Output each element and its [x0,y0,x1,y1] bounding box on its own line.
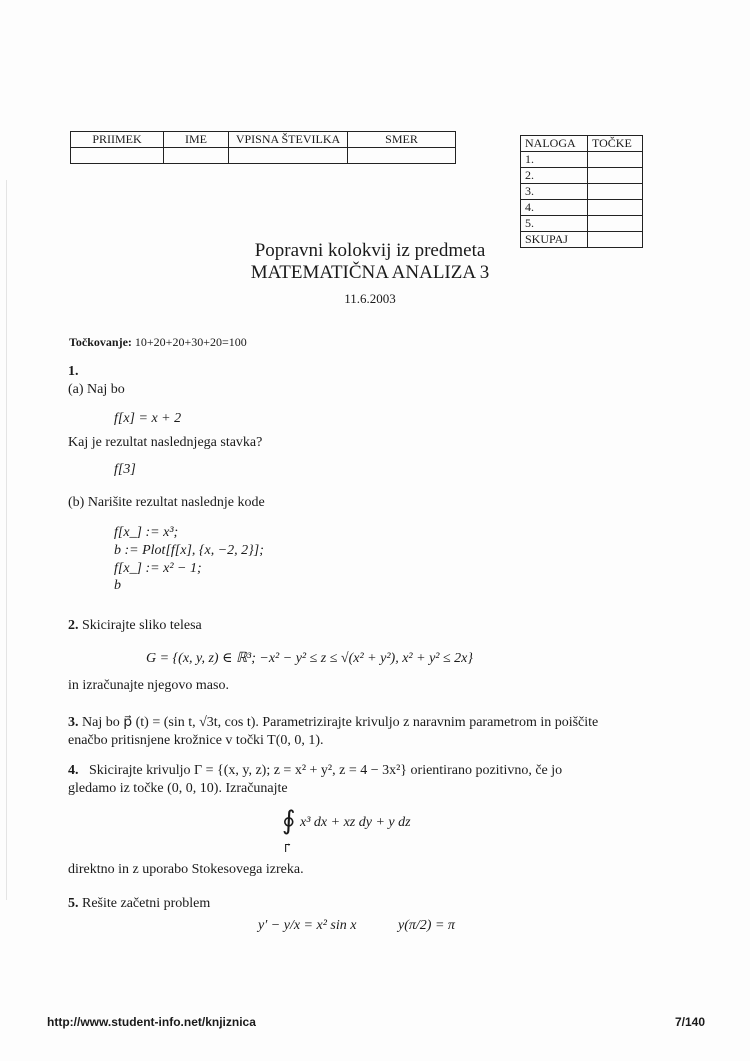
problem-2-text: Skicirajte sliko telesa [82,618,202,633]
problem-2-after: in izračunajte njegovo maso. [68,678,229,693]
problem-4-line1: Skicirajte krivuljo Γ = {(x, y, z); z = x² + y², z = 4 − 3x²} orientirano pozitivno, če jo [89,763,563,778]
row-label: 1. [521,152,588,168]
problem-5-initial-condition: y(π/2) = π [398,918,455,933]
score-table [520,135,643,248]
header-naloga: NALOGA [521,136,588,152]
problem-1-number: 1. [68,364,79,379]
footer-page-number: 7/140 [674,1015,705,1029]
problem-1a-equation: f[x] = x + 2 [114,411,182,426]
problem-1-question: Kaj je rezultat naslednjega stavka? [68,435,263,450]
header-tocke: TOČKE [588,136,643,152]
exam-date: 11.6.2003 [344,291,396,306]
scoring-label: Točkovanje: [69,335,132,349]
student-info-table [70,131,456,164]
problem-4-line2: gledamo iz točke (0, 0, 10). Izračunajte [68,781,288,796]
problem-3 [68,714,598,731]
problem-2-number: 2. [68,618,79,633]
score-cell[interactable] [588,216,643,232]
title-line1: Popravni kolokvij iz predmeta [254,240,486,261]
problem-2-equation: G = {(x, y, z) ∈ ℝ³; −x² − y² ≤ z ≤ √(x² + y²), x² + y² ≤ 2x} [146,651,473,666]
smer-field[interactable] [348,148,456,164]
scoring-value: 10+20+20+30+20=100 [134,335,247,349]
code-line: b [114,578,121,593]
ime-field[interactable] [164,148,229,164]
problem-3-line1: Naj bo p⃗ (t) = (sin t, √3t, cos t). Parametrizirajte krivuljo z naravnim parametrom in poiščite [82,715,599,730]
scoring [69,335,247,350]
code-line: b := Plot[f[x], {x, −2, 2}]; [114,543,264,558]
problem-4 [68,763,562,779]
priimek-field[interactable] [71,148,164,164]
vpisna-field[interactable] [229,148,348,164]
problem-5-equation: y′ − y/x = x² sin x [258,918,357,933]
score-cell[interactable] [588,152,643,168]
problem-3-number: 3. [68,715,79,730]
title-line2: MATEMATIČNA ANALIZA 3 [250,262,490,283]
row-label: 2. [521,168,588,184]
problem-3-line2: enačbo pritisnjene krožnice v točki T(0, 0, 1). [68,733,324,748]
header-smer: SMER [348,132,456,148]
header-vpisna: VPISNA ŠTEVILKA [229,132,348,148]
row-label: 4. [521,200,588,216]
problem-4-number: 4. [68,763,79,778]
problem-5-number: 5. [68,896,79,911]
problem-1b: (b) Narišite rezultat naslednje kode [68,495,265,510]
problem-5-text: Rešite začetni problem [82,896,211,911]
footer-url-link[interactable]: http://www.student-info.net/knjiznica [47,1015,256,1029]
score-cell[interactable] [588,184,643,200]
header-priimek: PRIIMEK [71,132,164,148]
problem-4-contour: Γ⃗ [284,843,291,855]
problem-2 [68,618,202,634]
problem-1a: (a) Naj bo [68,382,125,397]
row-label: 3. [521,184,588,200]
score-cell[interactable] [588,168,643,184]
score-cell[interactable] [588,200,643,216]
problem-1-expression: f[3] [114,462,136,477]
row-label: 5. [521,216,588,232]
scan-edge [6,180,7,900]
problem-4-integral: x³ dx + xz dy + y dz [300,815,411,830]
code-line: f[x_] := x³; [114,525,179,540]
contour-integral-icon: ∮ [282,806,296,835]
header-ime: IME [164,132,229,148]
code-line: f[x_] := x² − 1; [114,561,202,576]
problem-4-after: direktno in z uporabo Stokesovega izreka. [68,862,304,877]
row-label: SKUPAJ [521,232,588,248]
problem-5 [68,896,210,912]
